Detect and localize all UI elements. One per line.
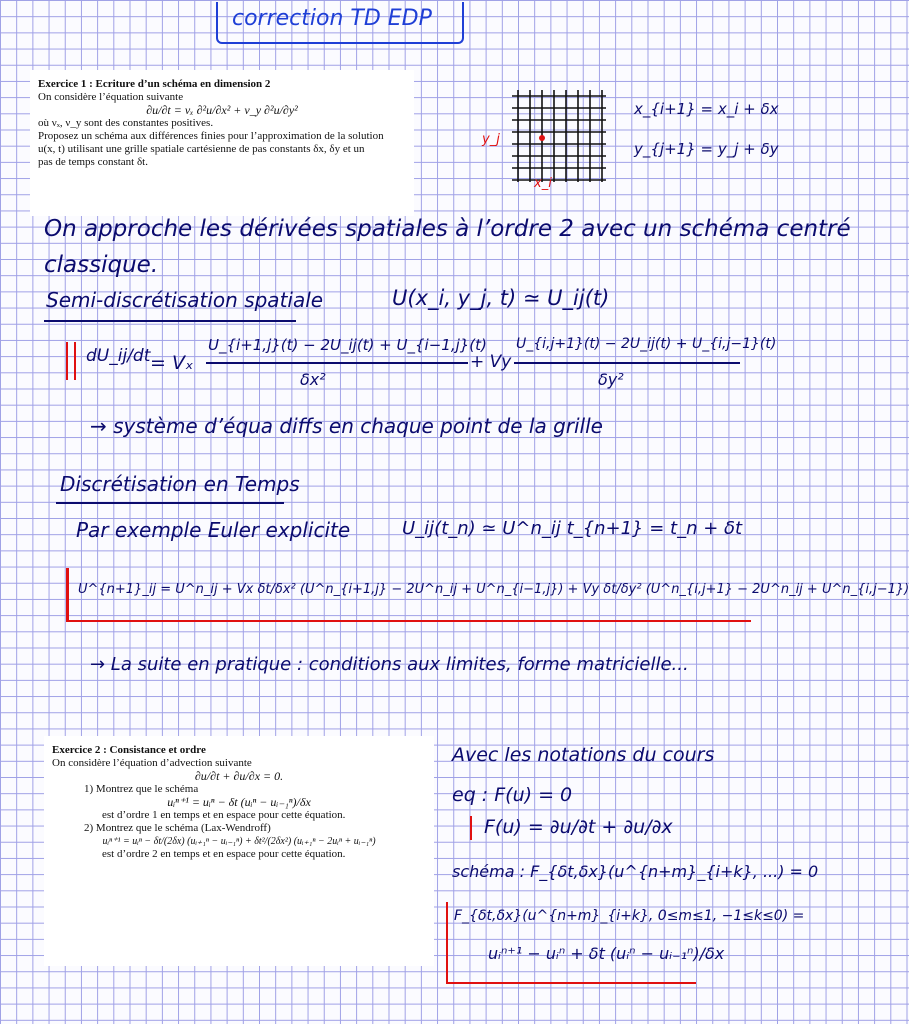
notes2-eq: eq : F(u) = 0 [452,784,573,806]
ode-mark [66,342,76,380]
exercise2-order1: est d’ordre 1 en temps et en espace pour cette équation. [102,809,346,821]
F-def-mark [470,816,472,840]
exercise1-intro: On considère l’équation suivante [38,91,184,103]
exercise2-box [44,736,434,966]
ode-term1-bar [206,362,468,364]
euler-relation: U_ij(t_n) ≃ U^n_ij t_{n+1} = t_n + δt [402,518,743,539]
page-title: correction TD EDP [232,6,432,31]
exercise2-title: Exercice 2 : Consistance et ordre [52,744,206,756]
ode-plus-vy: + Vy [470,352,512,372]
exercise2-q2: 2) Montrez que le schéma (Lax-Wendroff) [84,822,271,834]
grid-rel-x: x_{i+1} = x_i + δx [634,100,779,118]
exercise1-task-3: pas de temps constant δt. [38,156,148,168]
time-title-underline [56,502,284,504]
exercise1-box [30,70,414,216]
ode-lhs: dU_ij/dt [86,346,151,366]
ode-term2-den: δy² [598,370,624,389]
scheme-equation: U^{n+1}_ij = U^n_ij + Vx δt/δx² (U^n_{i+1,j} − 2U^n_ij + U^n_{i−1,j}) + Vy δt/δy² (U^n_{i,j+1} − 2U^n_ij + U^n_{i,j−1}) [78,582,909,597]
exercise1-constants: où νₓ, ν_y sont des constantes positives. [38,117,214,129]
exercise1-task-1: Proposez un schéma aux différences finies pour l’approximation de la solution [38,130,384,142]
notes2-F-def: F(u) = ∂u/∂t + ∂u/∂x [484,816,673,838]
grid-figure [508,86,608,186]
exercise2-order2: est d’ordre 2 en temps et en espace pour cette équation. [102,848,346,860]
note-line-2: classique. [44,252,159,278]
exercise1-title: Exercice 1 : Ecriture d’un schéma en dimension 2 [38,78,271,90]
ode-term1-den: δx² [300,370,326,389]
semi-title-underline [44,320,296,322]
ode-term2-num: U_{i,j+1}(t) − 2U_ij(t) + U_{i,j−1}(t) [516,336,777,352]
practice-note: → La suite en pratique : conditions aux limites, forme matricielle... [90,654,689,675]
euler-label: Par exemple Euler explicite [76,518,351,542]
notes2-F-scheme-2: uᵢⁿ⁺¹ − uᵢⁿ + δt (uᵢⁿ − uᵢ₋₁ⁿ)/δx [488,944,725,963]
exercise2-scheme2: uᵢⁿ⁺¹ = uᵢⁿ − δt/(2δx) (uᵢ₊₁ⁿ − uᵢ₋₁ⁿ) + δt²/(2δx²) (uᵢ₊₁ⁿ − 2uᵢⁿ + uᵢ₋₁ⁿ) [102,836,376,847]
exercise2-equation: ∂u/∂t + ∂u/∂x = 0. [194,769,284,783]
grid-point [539,135,545,141]
grid-xi-label: x_i [534,176,552,191]
notes2-F-scheme-1: F_{δt,δx}(u^{n+m}_{i+k}, 0≤m≤1, −1≤k≤0) = [454,908,805,924]
grid-yj-label: y_j [482,132,500,147]
semi-title: Semi-discrétisation spatiale [46,288,324,312]
ode-term1-num: U_{i+1,j}(t) − 2U_ij(t) + U_{i−1,j}(t) [208,336,487,354]
grid-rel-y: y_{j+1} = y_j + δy [634,140,779,158]
time-title: Discrétisation en Temps [60,472,300,496]
note-line-1: On approche les dérivées spatiales à l’ordre 2 avec un schéma centré [44,216,851,242]
exercise2-scheme1: uᵢⁿ⁺¹ = uᵢⁿ − δt (uᵢⁿ − uᵢ₋₁ⁿ)/δx [167,795,311,809]
ode-result: → système d’équa diffs en chaque point de la grille [90,414,603,438]
semi-relation: U(x_i, y_j, t) ≃ U_ij(t) [392,286,610,310]
ode-equals-vx: = Vₓ [150,352,194,374]
exercise2-q1: 1) Montrez que le schéma [84,783,199,795]
notes2-line-1: Avec les notations du cours [452,744,715,766]
ode-term2-bar [514,362,740,364]
notes2-schema: schéma : F_{δt,δx}(u^{n+m}_{i+k}, ...) = 0 [452,862,819,881]
exercise1-equation: ∂u/∂t = νₓ ∂²u/∂x² + ν_y ∂²u/∂y² [146,103,298,117]
exercise1-task-2: u(x, t) utilisant une grille spatiale cartésienne de pas constants δx, δy et un [38,143,365,155]
exercise2-intro: On considère l’équation d’advection suivante [52,757,252,769]
